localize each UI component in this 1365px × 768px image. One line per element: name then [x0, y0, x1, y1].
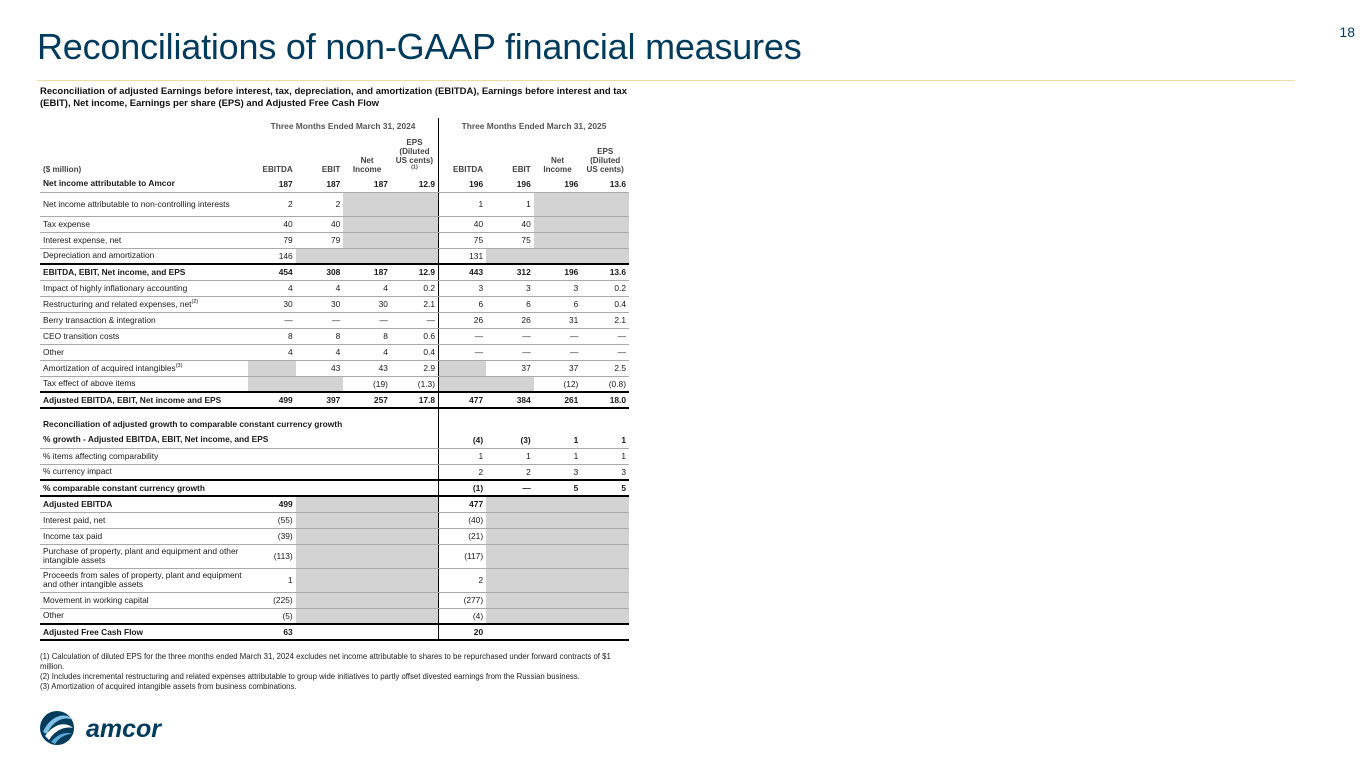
growth-row	[40, 432, 629, 448]
table-cell	[581, 248, 629, 264]
table-cell: 40	[486, 216, 534, 232]
fcf-blank-2024	[296, 568, 439, 592]
table-cell	[486, 248, 534, 264]
table-cell: 196	[534, 176, 582, 192]
amcor-logo	[37, 708, 172, 748]
fcf-row	[40, 624, 629, 640]
table-cell	[391, 192, 439, 216]
table-row	[40, 376, 629, 392]
fcf-row-label: Other	[43, 610, 64, 621]
table-cell	[439, 360, 487, 376]
row-label-text: Adjusted EBITDA, EBIT, Net income and EPS	[43, 394, 222, 405]
page-title: Reconciliations of non-GAAP financial measures	[37, 26, 802, 67]
table-cell: —	[534, 344, 582, 360]
title-divider	[37, 80, 1295, 81]
row-label	[40, 296, 248, 312]
period-2024-header: Three Months Ended March 31, 2024	[270, 121, 416, 131]
row-label-text: Interest expense, net	[43, 234, 122, 245]
table-cell: 8	[343, 328, 391, 344]
table-cell: 187	[343, 176, 391, 192]
row-label-text: Other	[43, 346, 64, 357]
row-label-text: Net income attributable to non-controlling interests	[43, 198, 230, 209]
fcf-blank-2024	[296, 528, 439, 544]
table-cell: 75	[439, 232, 487, 248]
table-cell: 196	[534, 264, 582, 280]
table-cell: 1	[486, 192, 534, 216]
row-label-text: Amortization of acquired intangibles	[43, 362, 176, 373]
table-row	[40, 232, 629, 248]
table-cell: (12)	[563, 378, 579, 389]
growth-cell: 1	[534, 448, 582, 464]
row-label	[40, 264, 248, 280]
table-cell: —	[439, 328, 487, 344]
row-label	[40, 392, 248, 408]
growth-row	[40, 480, 629, 496]
table-cell: 4	[296, 344, 344, 360]
row-label	[40, 216, 248, 232]
free-cash-flow-body	[40, 496, 629, 640]
table-cell: 187	[248, 176, 296, 192]
growth-body	[40, 408, 629, 496]
table-cell	[296, 248, 344, 264]
growth-row	[40, 464, 629, 480]
fcf-blank-2025	[486, 592, 629, 608]
table-cell: 0.2	[581, 280, 629, 296]
table-cell: 4	[248, 344, 296, 360]
reconciliation-table	[40, 118, 629, 641]
table-cell: 187	[343, 264, 391, 280]
fcf-cell-2024: (39)	[248, 528, 296, 544]
table-row	[40, 192, 629, 216]
table-cell: 477	[439, 392, 487, 408]
table-cell: 261	[534, 392, 582, 408]
row-label	[40, 248, 248, 264]
footnotes	[40, 652, 630, 692]
table-cell: 17.8	[391, 392, 439, 408]
table-cell	[391, 232, 439, 248]
growth-cell: 1	[439, 448, 487, 464]
period-header-row	[40, 118, 629, 134]
growth-row	[40, 448, 629, 464]
growth-cell: (4)	[439, 432, 487, 448]
table-cell: 131	[439, 248, 487, 264]
fcf-cell-2024: (225)	[248, 592, 296, 608]
table-cell: 2.1	[391, 296, 439, 312]
reconciliation-table-section	[40, 86, 630, 641]
row-label	[40, 360, 248, 376]
table-cell	[534, 192, 582, 216]
table-cell: 43	[343, 360, 391, 376]
col-eps-2025: EPS (Diluted US cents)	[586, 147, 624, 174]
growth-cell: 1	[581, 432, 629, 448]
fcf-cell-2025: (21)	[439, 528, 487, 544]
fcf-blank-2025	[486, 544, 629, 568]
row-label-text: Restructuring and related expenses, net	[43, 298, 192, 309]
table-cell: 0.2	[391, 280, 439, 296]
table-cell: —	[343, 312, 391, 328]
fcf-blank-2024	[296, 592, 439, 608]
fcf-cell-2025: 2	[439, 568, 487, 592]
table-row	[40, 264, 629, 280]
row-footnote-ref: (3)	[175, 362, 183, 369]
fcf-blank-2024	[296, 624, 439, 640]
col-ebit-2025: EBIT	[512, 165, 531, 174]
fcf-cell-2025: 20	[439, 624, 487, 640]
fcf-cell-2024: (113)	[248, 544, 296, 568]
table-cell: 196	[486, 176, 534, 192]
table-cell: 12.9	[391, 176, 439, 192]
row-label	[40, 280, 248, 296]
table-row	[40, 176, 629, 192]
col-net-income-2024: Net Income	[352, 156, 382, 174]
table-cell	[534, 248, 582, 264]
table-cell: 443	[439, 264, 487, 280]
growth-cell: (1)	[439, 480, 487, 496]
table-cell: 8	[296, 328, 344, 344]
table-cell: (1.3)	[417, 378, 436, 389]
table-cell: (0.8)	[608, 378, 626, 389]
page-number: 18	[1339, 24, 1355, 40]
fcf-cell-2025: (277)	[439, 592, 487, 608]
row-label	[40, 376, 248, 392]
fcf-row-label: Income tax paid	[40, 528, 248, 544]
fcf-blank-2025	[486, 512, 629, 528]
table-cell: 6	[439, 296, 487, 312]
row-label-text: Net income attributable to Amcor	[43, 178, 175, 189]
fcf-row-label: Purchase of property, plant and equipment and other intangible assets	[40, 544, 248, 568]
table-cell: 4	[343, 280, 391, 296]
fcf-blank-2024	[296, 496, 439, 512]
table-cell: 43	[296, 360, 344, 376]
row-label	[40, 232, 248, 248]
table-cell: 312	[486, 264, 534, 280]
table-cell: 397	[296, 392, 344, 408]
table-row	[40, 216, 629, 232]
table-cell: 2	[248, 192, 296, 216]
table-cell: —	[248, 312, 296, 328]
table-cell: 4	[343, 344, 391, 360]
growth-cell: 3	[621, 466, 626, 477]
table-cell: 40	[296, 216, 344, 232]
table-cell	[391, 248, 439, 264]
growth-row-label: % currency impact	[43, 466, 112, 477]
table-row	[40, 328, 629, 344]
table-row	[40, 360, 629, 376]
fcf-row	[40, 528, 629, 544]
table-cell	[248, 376, 296, 392]
table-cell: 40	[248, 216, 296, 232]
table-cell: —	[296, 312, 344, 328]
table-cell: 3	[439, 280, 487, 296]
row-label	[40, 328, 248, 344]
col-net-income-2025: Net Income	[543, 156, 572, 174]
table-cell: 40	[439, 216, 487, 232]
row-label-text: Berry transaction & integration	[43, 314, 156, 325]
table-cell: —	[486, 344, 534, 360]
fcf-blank-2025	[486, 496, 629, 512]
growth-cell: 2	[439, 464, 487, 480]
amcor-logo-text: amcor	[86, 715, 162, 743]
growth-row-label: % comparable constant currency growth	[40, 480, 439, 496]
col-ebit-2024: EBIT	[321, 165, 341, 174]
row-label-text: Tax expense	[43, 218, 91, 229]
unit-label: ($ million)	[43, 165, 82, 174]
footnote-2: (2) Includes incremental restructuring and related expenses attributable to group wide initiatives to partly offset divested earnings from the Russian business.	[40, 672, 580, 681]
column-header-row	[40, 134, 629, 176]
fcf-cell-2024: 499	[248, 496, 296, 512]
table-cell: 384	[486, 392, 534, 408]
table-cell: 146	[278, 250, 293, 261]
fcf-blank-2025	[486, 608, 629, 624]
table-cell: 18.0	[581, 392, 629, 408]
table-cell: (19)	[373, 378, 388, 389]
table-cell: 26	[439, 312, 487, 328]
growth-cell: 1	[581, 448, 629, 464]
table-cell: 79	[296, 232, 344, 248]
table-cell: 4	[296, 280, 344, 296]
fcf-row	[40, 544, 629, 568]
fcf-blank-2024	[296, 544, 439, 568]
growth-title-row	[40, 408, 629, 432]
fcf-row	[40, 512, 629, 528]
table-cell: 2.9	[391, 360, 439, 376]
table-cell: 13.6	[581, 176, 629, 192]
table-cell: 30	[248, 296, 296, 312]
fcf-cell-2024: 63	[248, 624, 296, 640]
table-row	[40, 296, 629, 312]
table-cell: 6	[486, 296, 534, 312]
table-cell: 30	[296, 296, 344, 312]
fcf-blank-2025	[486, 528, 629, 544]
table-cell: 2	[296, 192, 344, 216]
table-cell: 79	[248, 232, 296, 248]
fcf-blank-2025	[486, 624, 629, 640]
table-cell: —	[534, 328, 582, 344]
table-cell: 0.4	[391, 344, 439, 360]
growth-cell: 2	[526, 466, 531, 477]
fcf-cell-2025: (40)	[439, 512, 487, 528]
table-cell	[391, 216, 439, 232]
table-cell	[343, 192, 391, 216]
fcf-cell-2025: (117)	[439, 544, 487, 568]
table-cell: 12.9	[391, 264, 439, 280]
fcf-row-label: Adjusted Free Cash Flow	[40, 624, 248, 640]
table-cell	[343, 232, 391, 248]
fcf-cell-2024: (55)	[248, 512, 296, 528]
table-cell	[296, 376, 344, 392]
table-cell: 31	[534, 312, 582, 328]
row-label-text: Tax effect of above items	[43, 378, 136, 389]
table-cell	[486, 376, 534, 392]
growth-row-label: % growth - Adjusted EBITDA, EBIT, Net income, and EPS	[40, 432, 439, 448]
growth-cell: 5	[534, 480, 582, 496]
table-cell: 8	[248, 328, 296, 344]
footnote-3: (3) Amortization of acquired intangible assets from business combinations.	[40, 682, 297, 691]
table-row	[40, 280, 629, 296]
growth-cell: —	[486, 480, 534, 496]
table-cell	[534, 232, 582, 248]
fcf-cell-2025: 477	[439, 496, 487, 512]
table-heading: Reconciliation of adjusted Earnings before interest, tax, depreciation, and amortization (EBITDA), Earnings before interest and tax (EBIT), Net income, Earnings per share (EPS) and Adjusted Free Cash Flow	[40, 86, 627, 109]
amcor-globe-icon	[40, 711, 74, 745]
row-label-text: Depreciation and amortization	[43, 250, 155, 261]
fcf-row-label: Interest paid, net	[40, 512, 248, 528]
table-cell: 2.5	[581, 360, 629, 376]
row-label	[40, 192, 248, 216]
table-cell: 3	[486, 280, 534, 296]
table-cell: —	[581, 344, 629, 360]
fcf-blank-2025	[486, 568, 629, 592]
table-cell	[581, 216, 629, 232]
growth-row-label: % items affecting comparability	[40, 448, 439, 464]
growth-cell: 3	[573, 466, 579, 477]
table-cell: 1	[439, 192, 487, 216]
table-row	[40, 392, 629, 408]
fcf-blank-2024	[296, 608, 439, 624]
fcf-row-label: Adjusted EBITDA	[40, 496, 248, 512]
table-cell: 13.6	[581, 264, 629, 280]
table-cell: —	[581, 328, 629, 344]
col-eps-2024-label: EPS (Diluted US cents)	[395, 138, 434, 165]
table-cell: 4	[248, 280, 296, 296]
table-cell: —	[391, 312, 439, 328]
row-label-text: CEO transition costs	[43, 330, 120, 341]
table-row	[40, 248, 629, 264]
table-cell: 499	[248, 392, 296, 408]
row-label-text: Impact of highly inflationary accounting	[43, 282, 188, 293]
fcf-cell-2024: (5)	[282, 610, 293, 621]
table-cell	[248, 360, 296, 376]
growth-title: Reconciliation of adjusted growth to comparable constant currency growth	[43, 419, 343, 429]
row-label-text: EBITDA, EBIT, Net income, and EPS	[43, 266, 186, 277]
table-cell	[581, 192, 629, 216]
growth-cell: (3)	[486, 432, 534, 448]
table-cell	[534, 216, 582, 232]
fcf-cell-2024: 1	[248, 568, 296, 592]
row-footnote-ref: (2)	[191, 298, 199, 305]
growth-cell: 1	[486, 448, 534, 464]
fcf-row	[40, 608, 629, 624]
footnote-1: (1) Calculation of diluted EPS for the three months ended March 31, 2024 excludes net income attributable to shares to be repurchased under forward contracts of $1 million.	[40, 652, 611, 671]
table-cell: 257	[343, 392, 391, 408]
col-ebitda-2024: EBITDA	[262, 165, 293, 174]
col-ebitda-2025: EBITDA	[439, 134, 487, 176]
table-cell: 75	[486, 232, 534, 248]
table-cell: 37	[486, 360, 534, 376]
table-cell: 187	[296, 176, 344, 192]
table-cell	[439, 376, 487, 392]
table-cell: 0.4	[581, 296, 629, 312]
table-cell	[581, 232, 629, 248]
row-label	[40, 312, 248, 328]
period-2025-header: Three Months Ended March 31, 2025	[439, 118, 629, 134]
reconciliation-body	[40, 176, 629, 408]
table-row	[40, 344, 629, 360]
col-eps-2024	[391, 134, 439, 176]
table-cell: 26	[486, 312, 534, 328]
table-cell: 196	[439, 176, 487, 192]
fcf-cell-2025: (4)	[439, 608, 487, 624]
col-eps-2024-footnote: (1)	[411, 164, 418, 171]
table-cell	[343, 216, 391, 232]
table-cell: 3	[534, 280, 582, 296]
growth-title-spacer	[439, 408, 629, 432]
growth-cell: 5	[581, 480, 629, 496]
table-cell: —	[439, 344, 487, 360]
fcf-row-label: Proceeds from sales of property, plant and equipment and other intangible assets	[40, 568, 248, 592]
table-cell: 30	[343, 296, 391, 312]
growth-cell: 1	[534, 432, 582, 448]
row-label	[40, 176, 248, 192]
table-row	[40, 312, 629, 328]
fcf-row	[40, 592, 629, 608]
table-cell: —	[486, 328, 534, 344]
table-cell: 454	[248, 264, 296, 280]
table-cell: 6	[534, 296, 582, 312]
table-cell: 2.1	[581, 312, 629, 328]
table-cell: 308	[296, 264, 344, 280]
table-cell: 0.6	[391, 328, 439, 344]
fcf-row-label: Movement in working capital	[40, 592, 248, 608]
row-label	[40, 344, 248, 360]
fcf-row	[40, 568, 629, 592]
table-cell: 37	[534, 360, 582, 376]
fcf-blank-2024	[296, 512, 439, 528]
table-cell	[343, 248, 391, 264]
fcf-row	[40, 496, 629, 512]
